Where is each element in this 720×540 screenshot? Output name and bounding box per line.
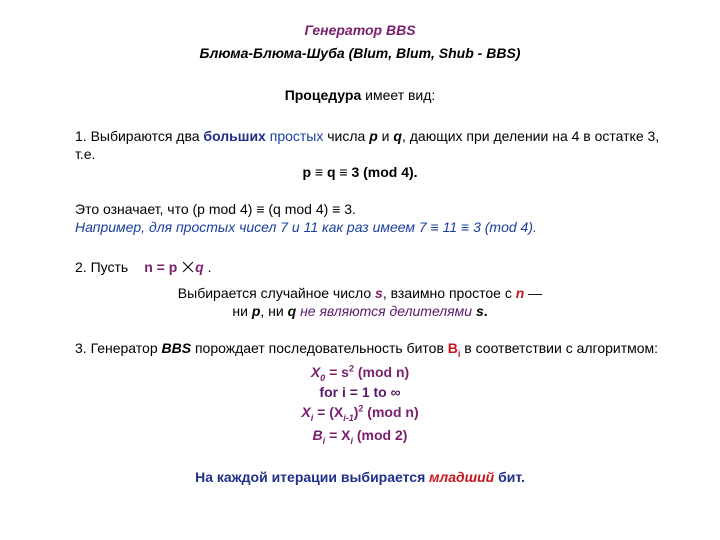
algo-bi-sub2: i bbox=[350, 435, 353, 446]
algo-bi-a: B bbox=[312, 427, 323, 443]
algo-bi bbox=[0, 426, 720, 444]
nor-dot: . bbox=[483, 303, 488, 319]
step3-i: i bbox=[457, 348, 461, 359]
times-cross-icon bbox=[181, 261, 195, 273]
final-a: На каждой итерации выбирается bbox=[195, 469, 430, 485]
algo-x0-sub: 0 bbox=[320, 372, 326, 383]
algo-for: for i = 1 to ∞ bbox=[319, 384, 401, 400]
algo-x0-sup: 2 bbox=[348, 363, 354, 374]
step3-line bbox=[75, 339, 695, 357]
slide-subtitle: Блюма-Блюма-Шуба (Blum, Blum, Shub - BBS) bbox=[199, 45, 521, 61]
nor-s: s bbox=[475, 303, 484, 319]
step1-large: больших bbox=[203, 128, 266, 144]
step1-prefix: 1. Выбираются два bbox=[75, 128, 204, 144]
step1-prime: простых bbox=[269, 128, 324, 144]
step2-line bbox=[75, 258, 695, 276]
algo-xi bbox=[0, 403, 720, 421]
step1-formula: p ≡ q ≡ 3 (mod 4). bbox=[302, 164, 418, 180]
step3-mid: порождает последовательность битов bbox=[191, 340, 448, 356]
algo-x0-a: X bbox=[310, 364, 321, 380]
algo-xi-d: (mod n) bbox=[363, 404, 419, 420]
example-line: Например, для простых чисел 7 и 11 как раз имеем 7 ≡ 11 ≡ 3 (mod 4). bbox=[75, 219, 537, 235]
random-b: , взаимно простое с bbox=[382, 285, 516, 301]
nor-q: q bbox=[287, 303, 297, 319]
step2-q: q bbox=[195, 259, 204, 275]
algo-bi-sub: i bbox=[322, 435, 326, 446]
algo-x0-c: (mod n) bbox=[353, 364, 410, 380]
nor-line bbox=[0, 302, 720, 320]
step1-line bbox=[75, 127, 695, 145]
procedure-line bbox=[0, 86, 720, 104]
random-line bbox=[0, 284, 720, 302]
step1-mid: числа bbox=[323, 128, 370, 144]
slide-title: Генератор BBS bbox=[304, 22, 416, 38]
algo-xi-a: X bbox=[301, 404, 311, 420]
step1-suffix: , дающих при делении на 4 в остатке 3, bbox=[401, 128, 660, 144]
step3-bbs: BBS bbox=[161, 340, 192, 356]
algo-bi-b: = X bbox=[325, 427, 351, 443]
algo-xi-b: = (X bbox=[313, 404, 344, 420]
algo-xi-sup: 2 bbox=[358, 403, 364, 414]
means-line: Это означает, что (p mod 4) ≡ (q mod 4) ≡ 3. bbox=[75, 201, 356, 217]
procedure-label: Процедура bbox=[284, 87, 362, 103]
algo-xi-c: ) bbox=[353, 404, 359, 420]
procedure-rest: имеет вид: bbox=[361, 87, 436, 103]
algo-x0-b: = s bbox=[325, 364, 349, 380]
random-s: s bbox=[375, 285, 383, 301]
nor-b: , ни bbox=[260, 303, 288, 319]
algo-xi-sub: i bbox=[310, 412, 314, 423]
step1-q: q bbox=[393, 128, 402, 144]
step1-and: и bbox=[377, 128, 394, 144]
algo-bi-c: (mod 2) bbox=[353, 427, 408, 443]
step2-n-formula: n = p bbox=[144, 259, 178, 275]
random-a: Выбирается случайное число bbox=[177, 285, 376, 301]
not-divisors: не являются делителями bbox=[296, 303, 476, 319]
nor-a: ни bbox=[232, 303, 252, 319]
final-b: бит. bbox=[494, 469, 525, 485]
step1-p: p bbox=[369, 128, 378, 144]
algo-xi-sub2: i-1 bbox=[343, 412, 354, 423]
step2-prefix: 2. Пусть bbox=[75, 259, 129, 275]
algo-x0 bbox=[0, 363, 720, 381]
step3-prefix: 3. Генератор bbox=[75, 340, 162, 356]
random-n: n bbox=[515, 285, 525, 301]
nor-p: p bbox=[251, 303, 261, 319]
random-c: — bbox=[524, 285, 543, 301]
step2-dot: . bbox=[203, 259, 212, 275]
step3-b: B bbox=[447, 340, 458, 356]
step1-line2: т.е. bbox=[75, 146, 96, 162]
final-line bbox=[0, 468, 720, 486]
final-lsb: младший bbox=[429, 469, 495, 485]
step3-suffix: в соответствии с алгоритмом: bbox=[460, 340, 659, 356]
